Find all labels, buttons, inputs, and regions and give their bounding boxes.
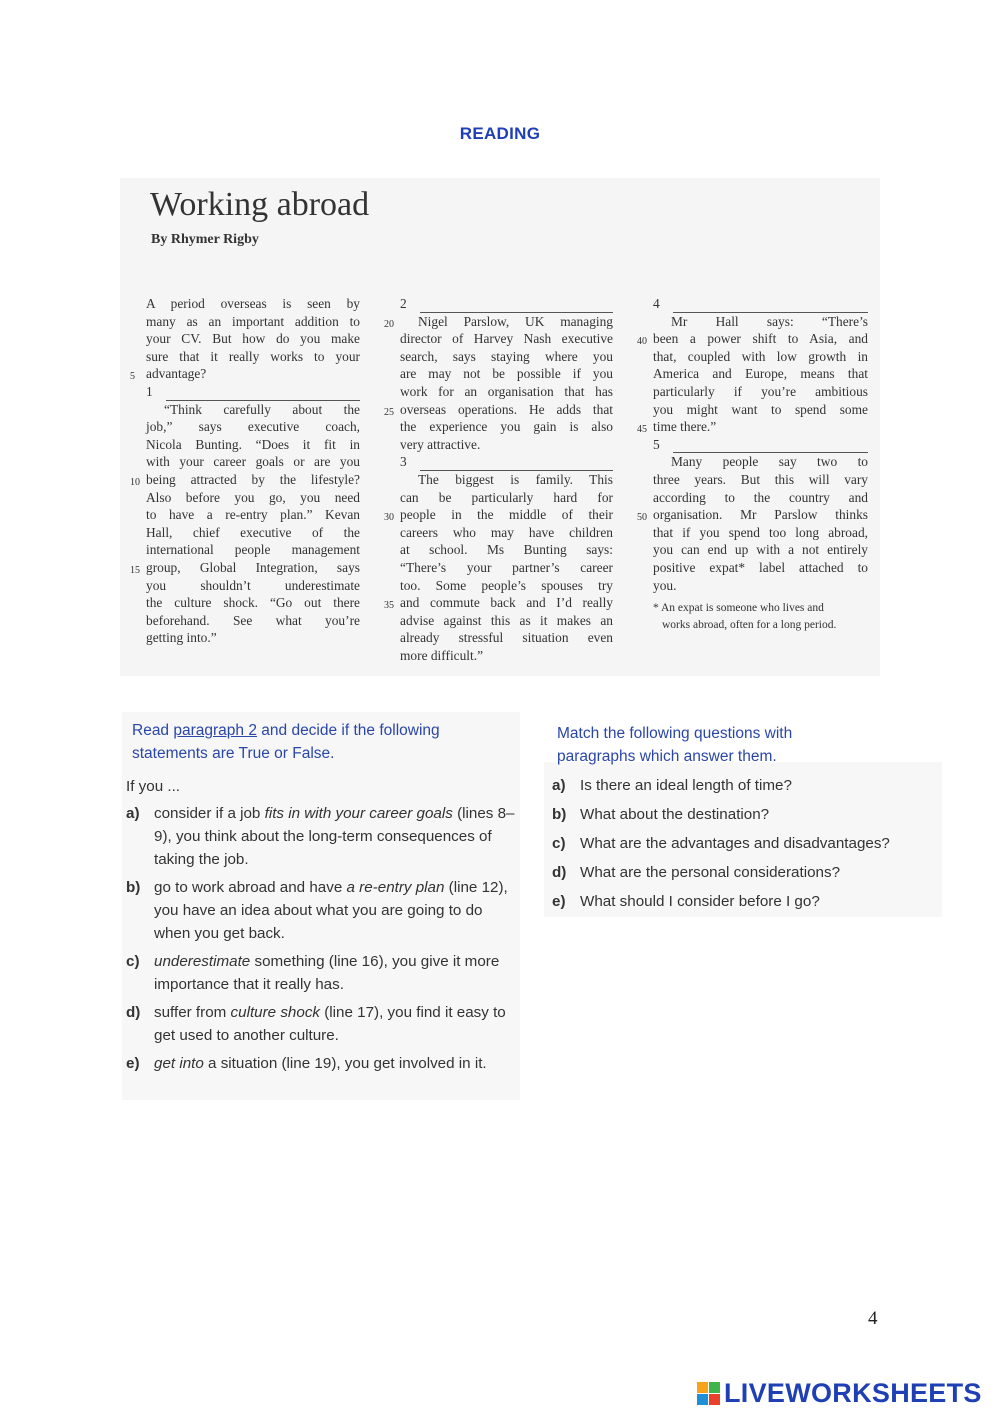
article-line <box>400 559 613 577</box>
article-line <box>146 612 360 630</box>
heading-blank-line <box>420 458 613 471</box>
article-line-text: director of Harvey Nash executive <box>400 331 613 347</box>
article-line <box>400 401 613 419</box>
brand-name: LIVEWORKSHEETS <box>724 1378 982 1408</box>
article-line <box>146 594 360 612</box>
article-line-text: very attractive. <box>400 436 481 452</box>
article-line-text: beforehand. See what you’re <box>146 612 360 628</box>
article-line <box>400 348 613 366</box>
statement-item <box>126 950 518 996</box>
article-line <box>653 471 868 489</box>
line-number: 5 <box>130 371 135 383</box>
item-letter: a) <box>126 805 140 822</box>
question-item <box>552 890 944 913</box>
article-line-text: been a power shift to Asia, and <box>653 331 868 347</box>
article-line <box>400 313 613 331</box>
line-number: 45 <box>637 424 647 436</box>
paragraph-number: 1 <box>146 383 153 399</box>
article-line-text: three years. But this will vary <box>653 471 868 487</box>
item-text: suffer from <box>154 1004 231 1021</box>
article-line-text: overseas operations. He adds that <box>400 401 613 417</box>
article-line-text: many as an important addition to <box>146 313 360 329</box>
item-text: Is there an ideal length of time? <box>580 777 792 794</box>
article-line-text: are may not be possible if you <box>400 366 613 382</box>
paragraph-gap <box>653 436 868 454</box>
article-line <box>400 612 613 630</box>
item-text: consider if a job <box>154 805 265 822</box>
paragraph-number: 4 <box>653 296 660 311</box>
article-line <box>146 401 360 419</box>
instr-text: Match the following questions with <box>557 725 793 742</box>
article-line <box>146 418 360 436</box>
article-line-text: already stressful situation even <box>400 630 613 646</box>
article-line <box>653 313 868 331</box>
article-line <box>653 365 868 383</box>
article-line <box>146 313 360 331</box>
article-byline: By Rhymer Rigby <box>151 232 259 247</box>
article-line-text: Hall, chief executive of the <box>146 524 360 540</box>
heading-blank-line <box>673 440 868 453</box>
article-line <box>400 330 613 348</box>
article-line <box>146 330 360 348</box>
line-number: 10 <box>130 477 140 488</box>
line-number: 35 <box>384 600 394 612</box>
instr-text: Read <box>132 722 174 739</box>
article-line <box>653 577 868 595</box>
article-line <box>653 506 868 524</box>
article-line <box>653 541 868 559</box>
question-item <box>552 774 944 797</box>
article-line-text: Mr Hall says: “There’s <box>671 313 868 329</box>
paragraph-2-link: paragraph 2 <box>173 722 257 739</box>
article-line-text: you can end up with a not entirely <box>653 542 868 558</box>
article-line <box>400 436 613 454</box>
line-number: 40 <box>637 336 647 348</box>
article-line-text: with your career goals or are you <box>146 454 360 470</box>
article-line <box>400 365 613 383</box>
line-number: 20 <box>384 318 394 330</box>
article-column-1 <box>130 295 360 647</box>
article-line <box>146 541 360 559</box>
article-scan <box>120 178 880 676</box>
item-letter: d) <box>126 1004 141 1021</box>
article-line <box>400 471 613 489</box>
item-letter: e) <box>126 1055 140 1072</box>
article-line <box>400 506 613 524</box>
article-line-text: time there.” <box>653 419 717 435</box>
article-line <box>400 594 613 612</box>
article-line <box>146 436 360 454</box>
line-number: 25 <box>384 406 394 418</box>
item-text: a situation (line 19), you get involved in it. <box>203 1055 487 1072</box>
article-line <box>653 418 868 436</box>
article-line <box>653 383 868 401</box>
article-line-text: advantage? <box>146 366 207 382</box>
article-line-text: organisation. Mr Parslow thinks <box>653 507 868 523</box>
item-letter: c) <box>552 835 566 852</box>
item-text: What are the personal considerations? <box>580 864 841 881</box>
article-line <box>146 559 360 577</box>
article-line <box>146 365 360 383</box>
article-line <box>400 418 613 436</box>
item-key-phrase: a re-entry plan <box>346 879 445 896</box>
question-item <box>552 803 944 826</box>
item-key-phrase: fits in with your career goals <box>264 805 453 822</box>
article-line <box>146 295 360 313</box>
article-line <box>653 453 868 471</box>
statement-item <box>126 1052 518 1075</box>
article-line-text: too. Some people’s spouses try <box>400 577 613 593</box>
article-line <box>146 577 360 595</box>
paragraph-gap <box>146 383 360 401</box>
article-column-3 <box>637 295 868 634</box>
footnote: * An expat is someone who lives and <box>653 602 824 615</box>
matching-list <box>552 774 944 919</box>
article-line-text: can be particularly hard for <box>400 489 613 505</box>
article-line-text: you might want to spend some <box>653 401 868 417</box>
article-line-text: getting into.” <box>146 630 217 646</box>
item-key-phrase: get into <box>154 1055 204 1072</box>
article-line-text: “Think carefully about the <box>164 401 360 417</box>
question-item <box>552 832 944 855</box>
article-line-text: at school. Ms Bunting says: <box>400 542 613 558</box>
article-line <box>653 348 868 366</box>
article-line-text: international people management <box>146 542 360 558</box>
instr-text: statements are True or False. <box>132 745 335 762</box>
true-false-instructions <box>132 719 522 765</box>
statement-item <box>126 876 518 945</box>
item-text: What about the destination? <box>580 806 770 823</box>
item-key-phrase: culture shock <box>230 1004 321 1021</box>
article-line-text: that if you spend too long abroad, <box>653 524 868 540</box>
section-heading: READING <box>459 124 541 143</box>
item-letter: c) <box>126 953 140 970</box>
article-line-text: your CV. But how do you make <box>146 331 360 347</box>
instr-text: paragraphs which answer them. <box>557 748 777 765</box>
article-line <box>146 453 360 471</box>
item-text: something (line 16), you give it more importance that it really has. <box>154 953 500 993</box>
paragraph-gap <box>400 453 613 471</box>
article-line-text: Many people say two to <box>671 454 868 470</box>
article-column-2 <box>384 295 613 664</box>
article-line <box>653 330 868 348</box>
paragraph-number: 2 <box>400 296 407 311</box>
article-line-text: group, Global Integration, says <box>146 559 360 575</box>
article-line-text: Nicola Bunting. “Does it fit in <box>146 436 360 452</box>
article-line <box>653 559 868 577</box>
item-text: (line 12), you have an idea about what you are going to do when you get back. <box>154 879 508 942</box>
article-line-text: that, coupled with low growth in <box>653 348 868 364</box>
article-line-text: being attracted by the lifestyle? <box>146 471 360 487</box>
article-line <box>400 524 613 542</box>
article-line-text: people in the middle of their <box>400 507 613 523</box>
item-text: What are the advantages and disadvantages? <box>580 835 890 852</box>
paragraph-gap <box>653 295 868 313</box>
article-line <box>400 541 613 559</box>
article-line <box>146 471 360 489</box>
item-text: (lines 8–9), you think about the long-term consequences of taking the job. <box>154 805 515 868</box>
line-number: 50 <box>637 512 647 524</box>
article-line <box>146 489 360 507</box>
matching-instructions <box>557 722 947 768</box>
article-line <box>400 489 613 507</box>
article-line-text: Nigel Parslow, UK managing <box>418 313 613 329</box>
article-line <box>146 348 360 366</box>
item-text: go to work abroad and have <box>154 879 347 896</box>
line-number: 30 <box>384 512 394 524</box>
item-letter: d) <box>552 864 567 881</box>
article-line-text: particularly if you’re ambitious <box>653 383 868 399</box>
article-line-text: positive expat* label attached to <box>653 559 868 575</box>
article-line <box>653 401 868 419</box>
statement-item <box>126 802 518 871</box>
article-line-text: A period overseas is seen by <box>146 296 360 311</box>
page-number: 4 <box>868 1308 878 1329</box>
article-line <box>400 383 613 401</box>
article-line-text: according to the country and <box>653 489 868 505</box>
item-text: What should I consider before I go? <box>580 893 820 910</box>
article-line-text: and commute back and I’d really <box>400 595 613 611</box>
article-line-text: America and Europe, means that <box>653 366 868 382</box>
item-letter: b) <box>552 806 567 823</box>
item-letter: a) <box>552 777 566 794</box>
line-number: 15 <box>130 565 140 576</box>
article-line-text: you. <box>653 577 677 593</box>
article-line-text: careers who may have children <box>400 524 613 540</box>
article-line-text: you shouldn’t underestimate <box>146 577 360 593</box>
paragraph-gap <box>400 295 613 313</box>
item-letter: b) <box>126 879 141 896</box>
article-line <box>653 524 868 542</box>
statement-item <box>126 1001 518 1047</box>
article-line <box>400 647 613 665</box>
article-line-text: search, says staying where you <box>400 348 613 364</box>
article-line-text: to have a re-entry plan.” Kevan <box>146 507 360 523</box>
footnote: works abroad, often for a long period. <box>662 619 837 632</box>
article-title: Working abroad <box>150 186 370 223</box>
heading-blank-line <box>673 300 868 313</box>
instr-text: and decide if the following <box>256 722 440 739</box>
item-key-phrase: underestimate <box>154 953 251 970</box>
article-line-text: advise against this as it makes an <box>400 612 613 628</box>
article-line-text: the culture shock. “Go out there <box>146 595 360 611</box>
paragraph-number: 3 <box>400 454 407 470</box>
logo-icon <box>697 1382 721 1406</box>
list-lead: If you ... <box>126 778 181 795</box>
article-line-text: “There’s your partner’s career <box>400 559 613 575</box>
article-line <box>146 524 360 542</box>
article-line-text: job,” says executive coach, <box>146 419 360 435</box>
article-line <box>146 506 360 524</box>
heading-blank-line <box>420 300 613 313</box>
article-line-text: The biggest is family. This <box>418 471 613 487</box>
article-line <box>146 629 360 647</box>
true-false-list <box>126 775 518 1080</box>
article-line-text: Also before you go, you need <box>146 489 360 505</box>
article-line-text: work for an organisation that has <box>400 383 613 399</box>
liveworksheets-logo <box>697 1378 982 1409</box>
item-letter: e) <box>552 893 566 910</box>
article-line-text: more difficult.” <box>400 647 484 663</box>
article-line <box>400 629 613 647</box>
article-line-text: sure that it really works to your <box>146 348 360 364</box>
item-text: (line 17), you find it easy to get used to another culture. <box>154 1004 506 1044</box>
article-line <box>400 577 613 595</box>
heading-blank-line <box>166 388 360 401</box>
article-line-text: the experience you gain is also <box>400 419 613 435</box>
article-line <box>653 489 868 507</box>
question-item <box>552 861 944 884</box>
paragraph-number: 5 <box>653 436 660 452</box>
